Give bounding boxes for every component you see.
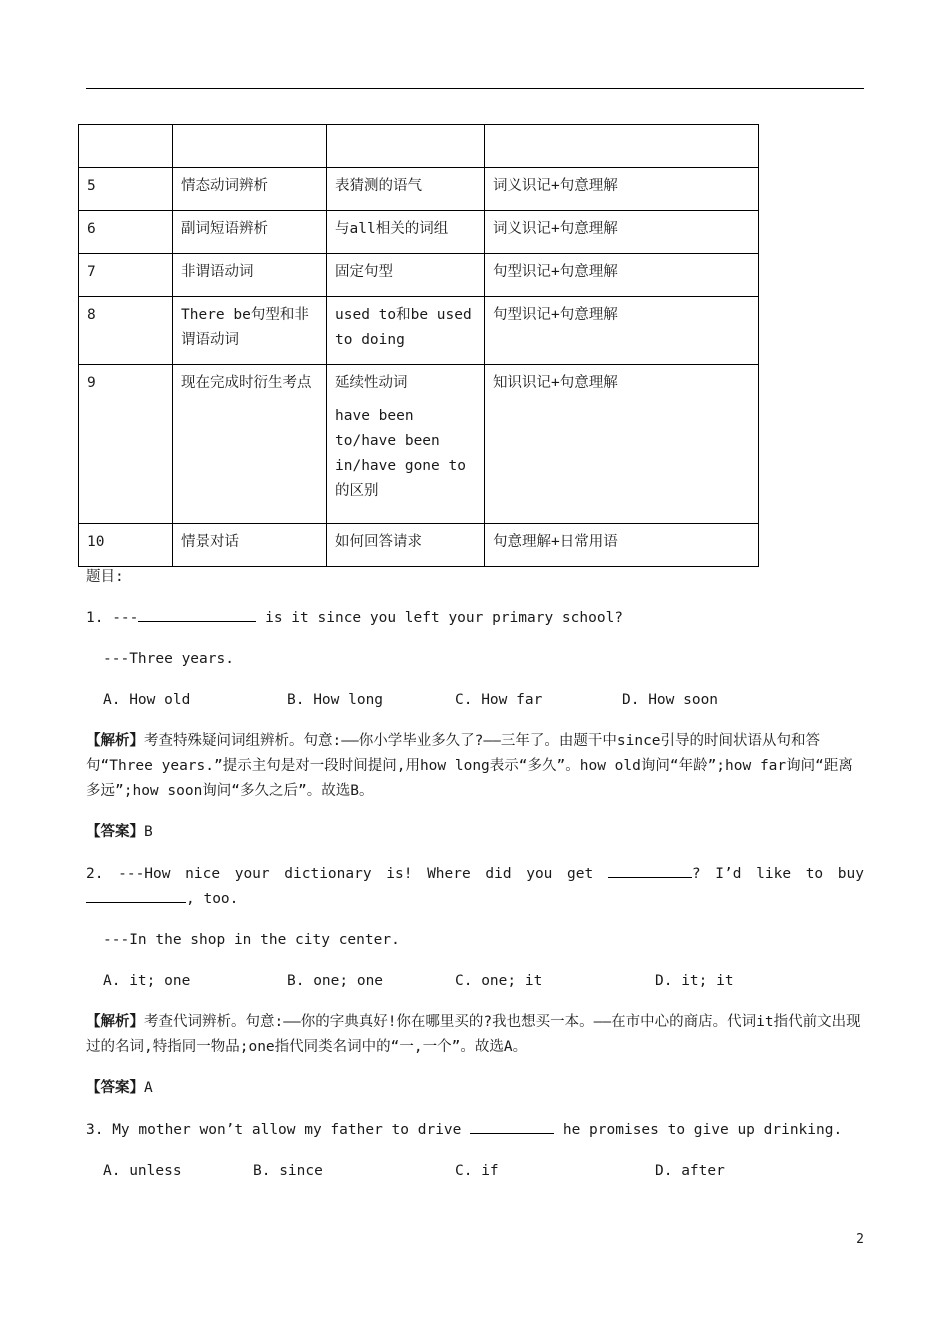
question-3-stem bbox=[86, 1118, 864, 1143]
exam-summary-table bbox=[78, 124, 759, 567]
q1-option-d: D. How soon bbox=[622, 692, 719, 708]
table-row bbox=[79, 254, 759, 297]
table-cell-point: 如何回答请求 bbox=[327, 524, 485, 567]
question-2-analysis bbox=[86, 1010, 864, 1060]
table-cell-topic bbox=[173, 297, 327, 365]
topic-text: There be句型和非谓语动词 bbox=[181, 307, 309, 348]
question-1-reply: ---Three years. bbox=[103, 651, 234, 667]
table-cell-point bbox=[327, 365, 485, 524]
table-row bbox=[79, 524, 759, 567]
table-cell-num: 6 bbox=[79, 211, 173, 254]
table-cell-num: 7 bbox=[79, 254, 173, 297]
answer-value: A bbox=[144, 1080, 153, 1096]
point-text: 延续性动词 bbox=[335, 375, 408, 391]
answer-blank bbox=[138, 607, 256, 622]
table-row bbox=[79, 297, 759, 365]
table-cell-skill: 词义识记+句意理解 bbox=[485, 168, 759, 211]
page-number: 2 bbox=[856, 1232, 864, 1247]
table-cell-point: 与all相关的词组 bbox=[327, 211, 485, 254]
q3-option-b: B. since bbox=[253, 1163, 323, 1179]
table-cell-skill: 知识识记+句意理解 bbox=[485, 365, 759, 524]
table-cell-topic: 非谓语动词 bbox=[173, 254, 327, 297]
question-2-part-b: ? I’d like to buy bbox=[691, 866, 864, 882]
point-extra-text: have been to/have been in/have gone to的区别 bbox=[335, 408, 466, 499]
question-2-stem bbox=[86, 862, 864, 912]
question-1-stem bbox=[86, 606, 864, 631]
question-1-prefix: 1. --- bbox=[86, 610, 139, 626]
table-cell bbox=[485, 125, 759, 168]
table-cell bbox=[79, 125, 173, 168]
answer-label: 【答案】 bbox=[86, 1080, 144, 1096]
table-row bbox=[79, 211, 759, 254]
question-2-reply: ---In the shop in the city center. bbox=[103, 932, 400, 948]
q2-option-d: D. it; it bbox=[655, 973, 734, 989]
table-cell-topic: 情态动词辨析 bbox=[173, 168, 327, 211]
table-cell-skill: 句型识记+句意理解 bbox=[485, 254, 759, 297]
header-rule bbox=[86, 88, 864, 89]
q3-option-d: D. after bbox=[655, 1163, 725, 1179]
table-row bbox=[79, 365, 759, 524]
table-cell-skill: 词义识记+句意理解 bbox=[485, 211, 759, 254]
section-label: 题目: bbox=[86, 569, 124, 585]
table-row bbox=[79, 168, 759, 211]
table-cell-num: 10 bbox=[79, 524, 173, 567]
answer-blank bbox=[608, 863, 692, 878]
q2-option-c: C. one; it bbox=[455, 973, 543, 989]
table-cell-skill: 句意理解+日常用语 bbox=[485, 524, 759, 567]
table-cell bbox=[327, 125, 485, 168]
q3-option-c: C. if bbox=[455, 1163, 499, 1179]
q3-option-a: A. unless bbox=[103, 1163, 182, 1179]
answer-value: B bbox=[144, 824, 153, 840]
q2-option-b: B. one; one bbox=[287, 973, 384, 989]
question-1-answer bbox=[86, 820, 864, 845]
table-cell-point: 固定句型 bbox=[327, 254, 485, 297]
analysis-label: 【解析】 bbox=[86, 1014, 144, 1030]
q2-option-a: A. it; one bbox=[103, 973, 191, 989]
table-cell-point bbox=[327, 297, 485, 365]
table-cell-topic: 副词短语辨析 bbox=[173, 211, 327, 254]
question-1-suffix: is it since you left your primary school? bbox=[256, 610, 624, 626]
table-cell bbox=[173, 125, 327, 168]
question-2-answer bbox=[86, 1076, 864, 1101]
table-cell-topic: 现在完成时衍生考点 bbox=[173, 365, 327, 524]
analysis-text: 考查代词辨析。句意:——你的字典真好!你在哪里买的?我也想买一本。——在市中心的商店。代词it指代前文出现过的名词,特指同一物品;one指代同类名词中的“一,一个”。故选A。 bbox=[86, 1014, 861, 1055]
question-3-part-b: he promises to give up drinking. bbox=[554, 1122, 843, 1138]
answer-label: 【答案】 bbox=[86, 824, 144, 840]
question-2-part-c: , too. bbox=[186, 891, 239, 907]
answer-blank bbox=[470, 1119, 554, 1134]
q1-option-a: A. How old bbox=[103, 692, 191, 708]
question-1-analysis bbox=[86, 729, 864, 804]
question-3-part-a: 3. My mother won’t allow my father to drive bbox=[86, 1122, 462, 1138]
analysis-label: 【解析】 bbox=[86, 733, 144, 749]
table-cell-num: 9 bbox=[79, 365, 173, 524]
table-cell-num: 8 bbox=[79, 297, 173, 365]
table-cell-point: 表猜测的语气 bbox=[327, 168, 485, 211]
analysis-text: 考查特殊疑问词组辨析。句意:——你小学毕业多久了?——三年了。由题干中since引导的时间状语从句和答句“Three years.”提示主句是对一段时间提问,用how long表示“多久”。how old询问“年龄”;how far询问“距离多远”;how soon询问“多久之后”。故选B。 bbox=[86, 733, 853, 799]
q1-option-c: C. How far bbox=[455, 692, 543, 708]
point-text: used to和be used to doing bbox=[335, 307, 472, 348]
table-cell-skill: 句型识记+句意理解 bbox=[485, 297, 759, 365]
table-row bbox=[79, 125, 759, 168]
table-cell-num: 5 bbox=[79, 168, 173, 211]
answer-blank bbox=[86, 888, 186, 903]
question-2-part-a: 2. ---How nice your dictionary is! Where did you get bbox=[86, 866, 594, 882]
q1-option-b: B. How long bbox=[287, 692, 384, 708]
table-cell-topic: 情景对话 bbox=[173, 524, 327, 567]
